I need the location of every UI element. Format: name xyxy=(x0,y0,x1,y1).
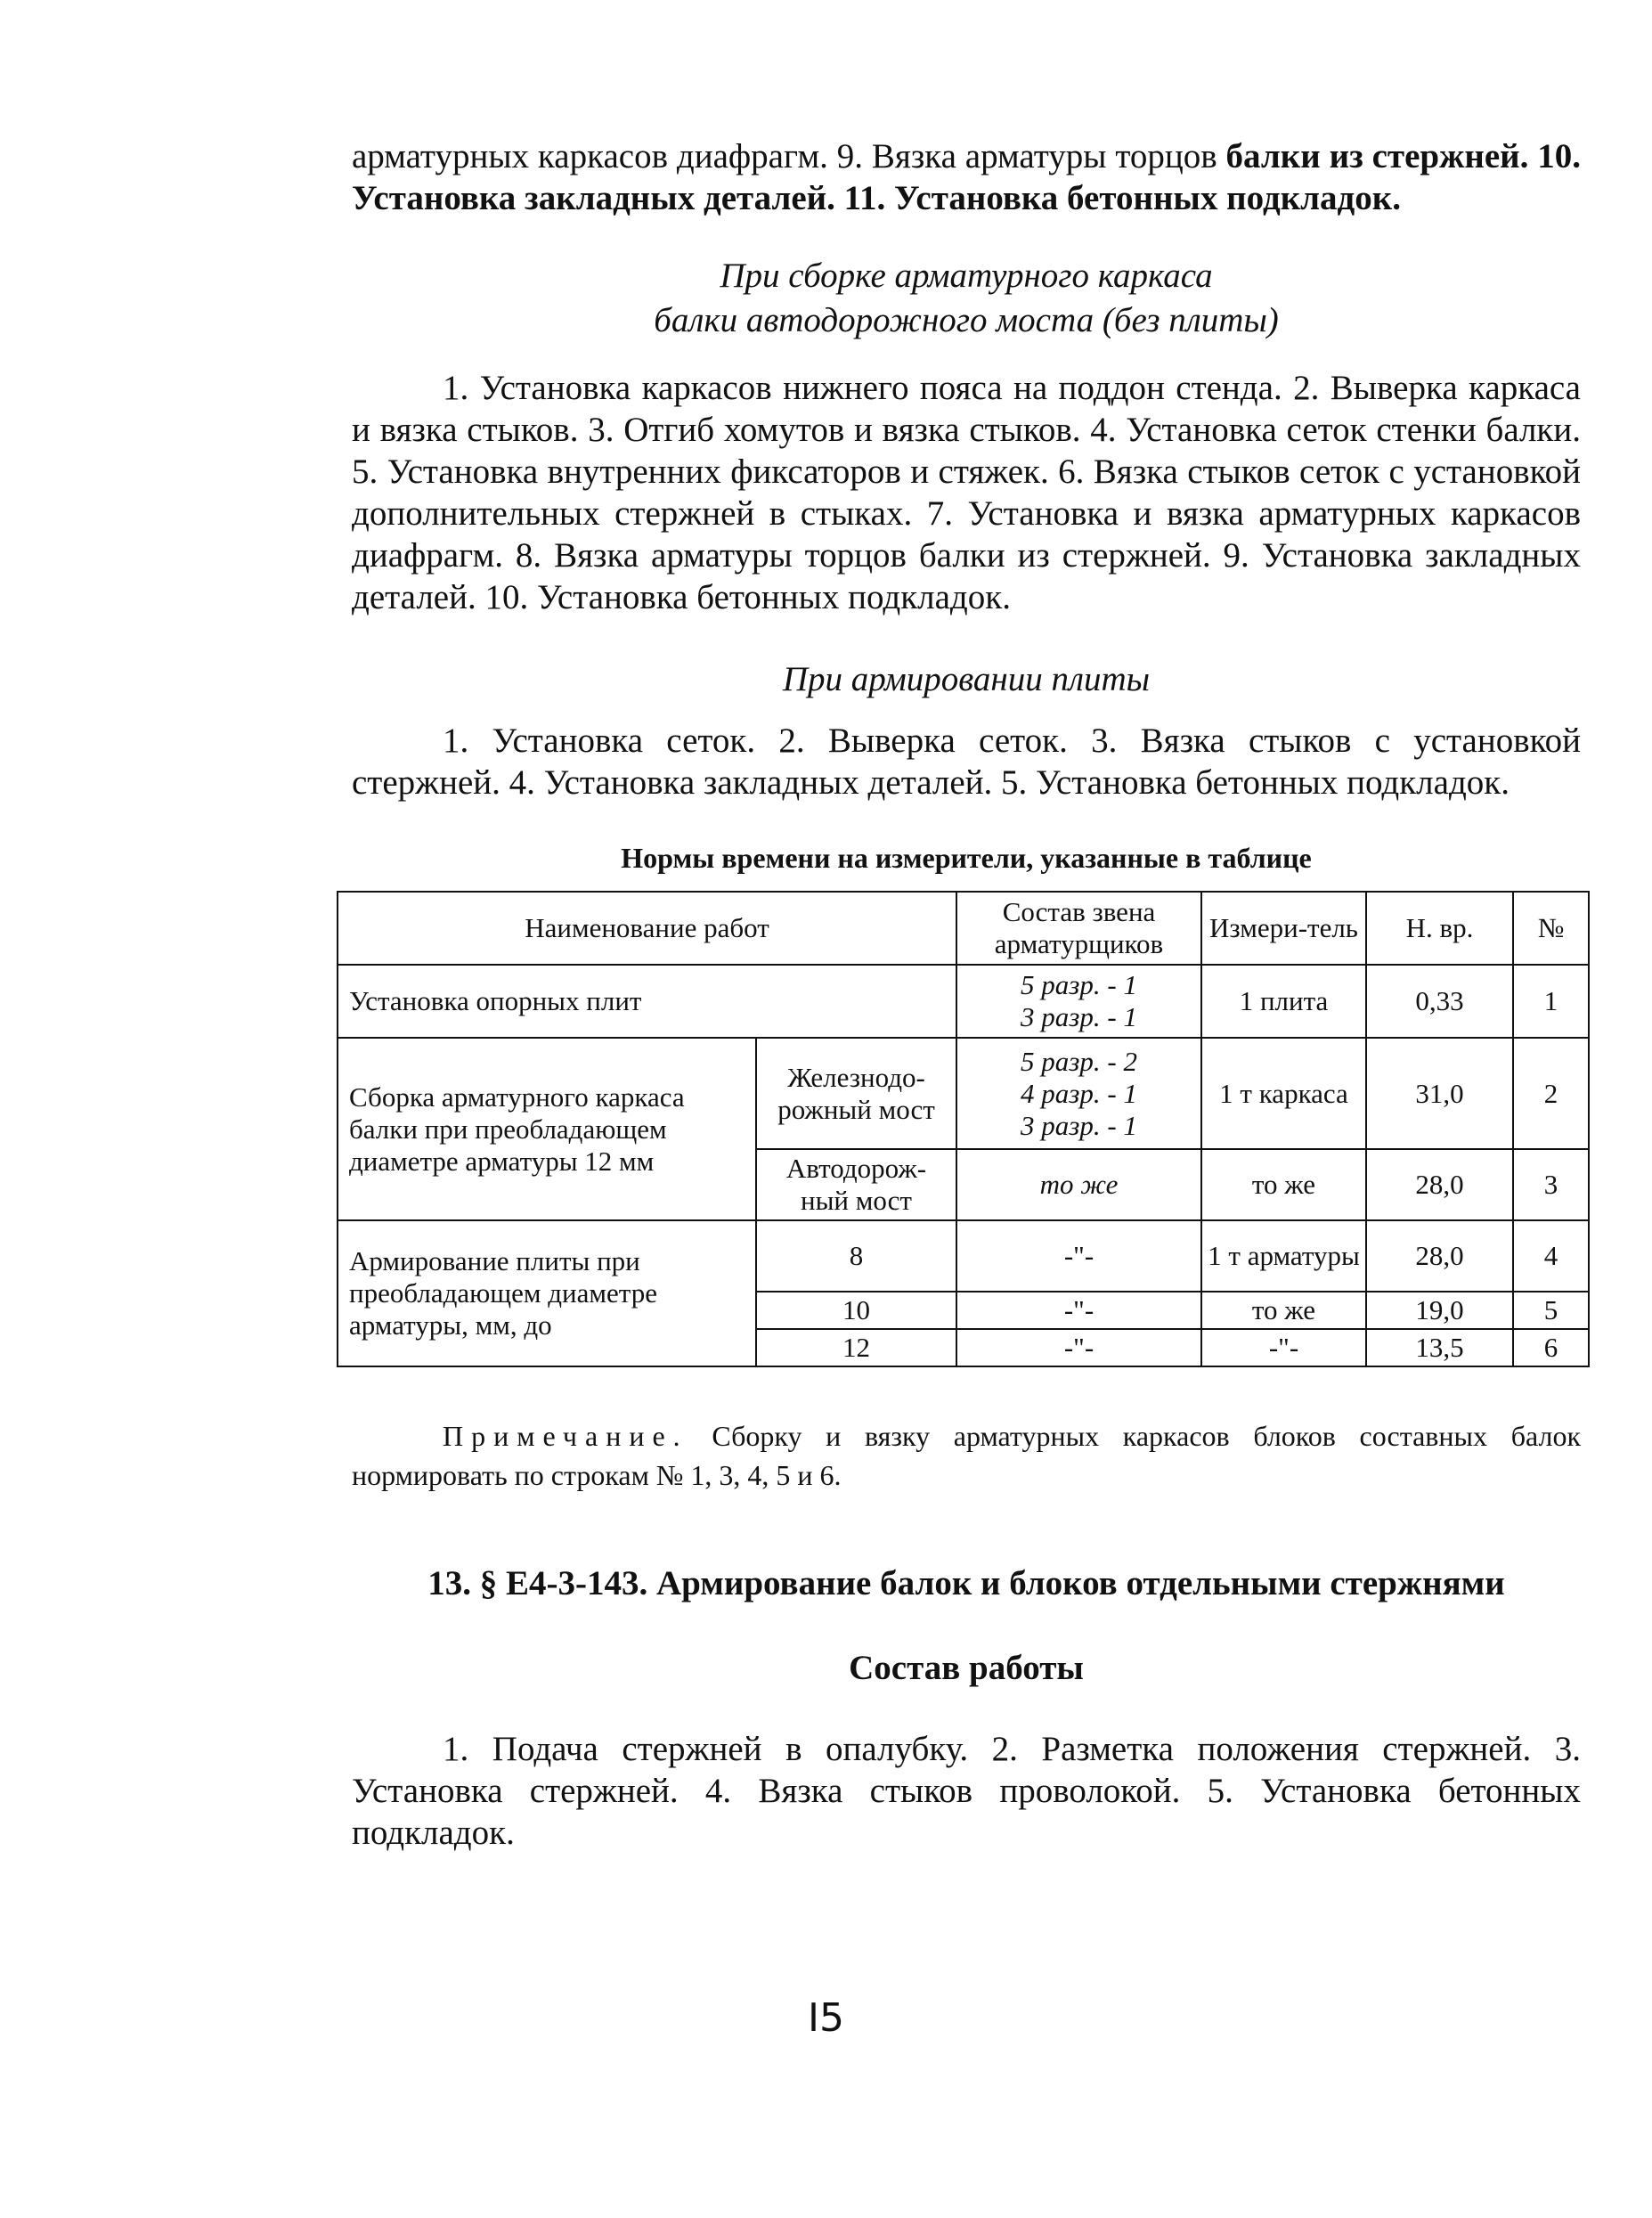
header-norm: Н. вр. xyxy=(1366,892,1513,965)
section1-text: 1. Установка каркасов нижнего пояса на поддон стенда. 2. Выверка каркаса и вязка стыков. 3. Отгиб хомутов и вязка стыков. 4. Установка сеток стенки балки. 5. Установка внутренних фиксаторов и стяжек. 6. Вязка стыков сеток с установкой дополнительных стержней в стыках. 7. Установка и вязка арматурных каркасов диафрагм. 8. Вязка арматуры торцов балки из стержней. 9. Установка закладных деталей. 10. Установка бетонных подкладок. xyxy=(352,369,1581,616)
row2-sub: Железнодо-рожный мост xyxy=(756,1038,956,1149)
row2-unit: 1 т каркаса xyxy=(1201,1038,1366,1149)
section2-text: 1. Установка сеток. 2. Выверка сеток. 3. Вязка стыков с установкой стержней. 4. Установка закладных деталей. 5. Установка бетонных подкладок. xyxy=(352,722,1581,802)
intro-normal-text: арматурных каркасов диафрагм. 9. Вязка арматуры торцов xyxy=(352,137,1226,175)
row2-name: Сборка арматурного каркаса балки при преобладающем диаметре арматуры 12 мм xyxy=(338,1038,756,1220)
row4-sub: 8 xyxy=(756,1220,956,1292)
row6-unit: -"- xyxy=(1201,1329,1366,1366)
section3-text: 1. Подача стержней в опалубку. 2. Разметка положения стержней. 3. Установка стержней. 4. Вязка стыков проволокой. 5. Установка бетонных подкладок. xyxy=(352,1730,1581,1852)
row5-crew: -"- xyxy=(956,1292,1201,1329)
row4-norm: 28,0 xyxy=(1366,1220,1513,1292)
section1-heading xyxy=(352,254,1581,343)
section3-subtitle: Состав работы xyxy=(849,1649,1084,1687)
row1-crew xyxy=(956,965,1201,1038)
row2-crew-line2: 4 разр. - 1 xyxy=(1021,1077,1137,1109)
note-label: Примечание. xyxy=(443,1420,688,1452)
header-unit: Измери-тель xyxy=(1201,892,1366,965)
row1-num: 1 xyxy=(1513,965,1589,1038)
row2-crew-line3: 3 разр. - 1 xyxy=(1021,1109,1137,1141)
section2-text-block xyxy=(352,720,1581,803)
row3-crew: то же xyxy=(956,1149,1201,1220)
row6-sub: 12 xyxy=(756,1329,956,1366)
row6-num: 6 xyxy=(1513,1329,1589,1366)
table-header-row xyxy=(338,892,1589,965)
table-row xyxy=(338,1038,1589,1149)
row1-name: Установка опорных плит xyxy=(338,965,956,1038)
section1-text-block xyxy=(352,367,1581,618)
row2-norm: 31,0 xyxy=(1366,1038,1513,1149)
table-title: Нормы времени на измерители, указанные в таблице xyxy=(621,842,1312,874)
row5-num: 5 xyxy=(1513,1292,1589,1329)
row4-name: Армирование плиты при преобладающем диаметре арматуры, мм, до xyxy=(338,1220,756,1366)
row3-sub: Автодорож-ный мост xyxy=(756,1149,956,1220)
header-crew: Состав звена арматурщиков xyxy=(956,892,1201,965)
row5-norm: 19,0 xyxy=(1366,1292,1513,1329)
row5-sub: 10 xyxy=(756,1292,956,1329)
header-name: Наименование работ xyxy=(338,892,956,965)
row4-crew: -"- xyxy=(956,1220,1201,1292)
norms-table xyxy=(337,891,1590,1367)
row4-unit: 1 т арматуры xyxy=(1201,1220,1366,1292)
intro-text xyxy=(352,135,1581,219)
section3-title: 13. § Е4-3-143. Армирование балок и блоков отдельными стержнями xyxy=(427,1564,1505,1602)
row2-num: 2 xyxy=(1513,1038,1589,1149)
note-text: Сборку и вязку арматурных каркасов блоков составных балок нормировать по строкам № 1, 3, 4, 5 и 6. xyxy=(352,1420,1581,1491)
row3-num: 3 xyxy=(1513,1149,1589,1220)
row3-norm: 28,0 xyxy=(1366,1149,1513,1220)
intro-paragraph xyxy=(352,135,1581,219)
row2-crew xyxy=(956,1038,1201,1149)
row1-crew-line2: 3 разр. - 1 xyxy=(1021,1001,1137,1032)
row6-norm: 13,5 xyxy=(1366,1329,1513,1366)
page-number: I5 xyxy=(808,1995,844,2041)
intro-bold-text-2: 10. Установка закладных деталей. 11. Установка бетонных подкладок. xyxy=(352,137,1582,217)
row5-unit: то же xyxy=(1201,1292,1366,1329)
row3-unit: то же xyxy=(1201,1149,1366,1220)
row1-norm: 0,33 xyxy=(1366,965,1513,1038)
row2-crew-line1: 5 разр. - 2 xyxy=(1021,1045,1137,1077)
row4-num: 4 xyxy=(1513,1220,1589,1292)
section3-text-block xyxy=(352,1728,1581,1854)
table-row xyxy=(338,1220,1589,1292)
row1-unit: 1 плита xyxy=(1201,965,1366,1038)
row6-crew: -"- xyxy=(956,1329,1201,1366)
table-note xyxy=(352,1416,1581,1495)
section2-heading xyxy=(352,657,1581,702)
section1-heading-line2: балки автодорожного моста (без плиты) xyxy=(654,301,1279,339)
table-row xyxy=(338,965,1589,1038)
row1-crew-line1: 5 разр. - 1 xyxy=(1021,969,1137,1000)
section2-heading-text: При армировании плиты xyxy=(782,660,1151,698)
intro-bold-text: балки из стержней. xyxy=(1225,137,1529,175)
header-num: № xyxy=(1513,892,1589,965)
section1-heading-line1: При сборке арматурного каркаса xyxy=(720,257,1213,295)
